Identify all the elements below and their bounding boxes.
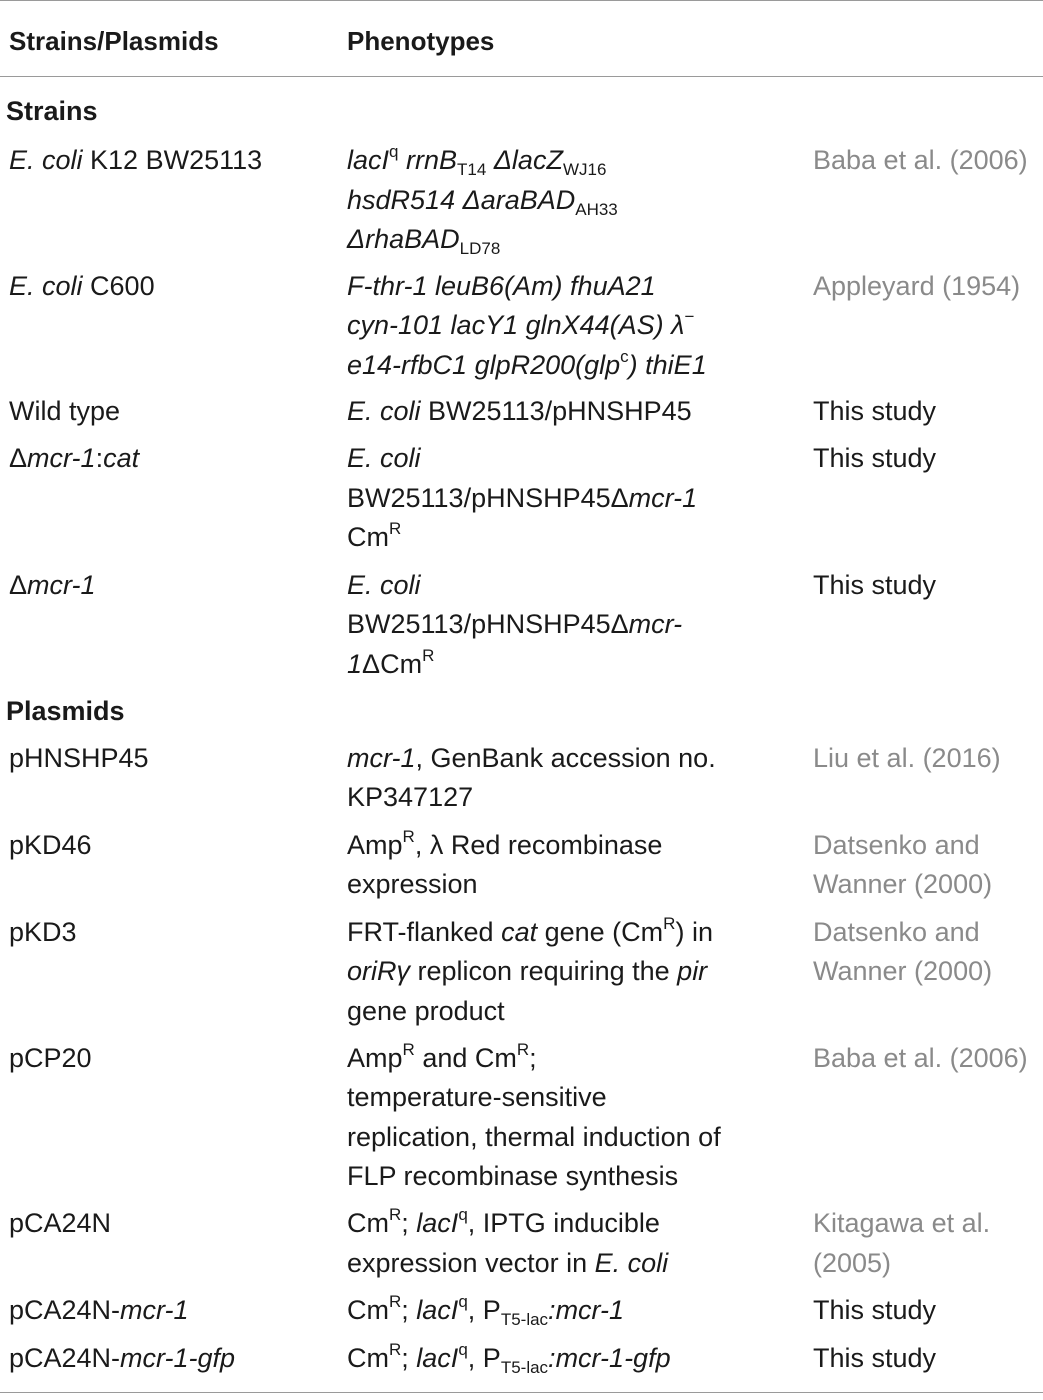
section-strains: Strains xyxy=(6,96,98,126)
reference: Datsenko and xyxy=(813,917,980,947)
phenotype-line: 1ΔCm$^R$ xyxy=(347,646,435,679)
reference: Wanner (2000) xyxy=(813,869,993,899)
phenotype-line: Amp$^R$ and $Cm^R$; xyxy=(347,1040,537,1073)
plasmid-name: pHNSHP45 xyxy=(9,743,149,773)
reference: This study xyxy=(813,1343,937,1373)
phenotype-line: $Cm^R$; lacI$^q$, $P_{T5-lac}:mcr-1$ xyxy=(347,1292,625,1329)
reference: Baba et al. (2006) xyxy=(813,1043,1028,1073)
reference: Baba et al. (2006) xyxy=(813,145,1028,175)
bottom-rule xyxy=(0,1392,1043,1393)
reference: Liu et al. (2016) xyxy=(813,743,1001,773)
phenotype-line: expression xyxy=(347,869,478,899)
phenotype-line: F-thr-1 leuB6(Am) fhuA21 xyxy=(347,271,656,301)
phenotype-line: E. coli BW25113/pHNSHP45 xyxy=(347,396,692,426)
top-rule xyxy=(0,0,1043,1)
plasmid-name: pCP20 xyxy=(9,1043,92,1073)
phenotype-line: ΔrhaBAD$_{LD78}$ xyxy=(347,224,501,258)
section-plasmids: Plasmids xyxy=(6,696,125,726)
phenotype-line: $Cm^R$; lacI$^q$, $P_{T5-lac}:mcr-1$-gfp xyxy=(347,1340,671,1377)
phenotype-line: expression vector in E. coli xyxy=(347,1248,669,1278)
header-phenotypes: Phenotypes xyxy=(347,26,495,56)
phenotype-line: FLP recombinase synthesis xyxy=(347,1161,679,1191)
phenotype-line: BW25113/pHNSHP45Δmcr-1 xyxy=(347,483,698,513)
plasmid-name: pCA24N-mcr-1-gfp xyxy=(9,1343,236,1373)
strain-name: Δmcr-1 xyxy=(9,570,96,600)
phenotype-line: cyn-101 lacY1 glnX44(AS) λ− xyxy=(347,307,695,340)
reference: (2005) xyxy=(813,1248,892,1278)
phenotype-line: mcr-1, GenBank accession no. xyxy=(347,743,716,773)
phenotype-line: BW25113/pHNSHP45Δmcr- xyxy=(347,609,683,639)
reference: This study xyxy=(813,396,937,426)
phenotype-line: E. coli xyxy=(347,570,421,600)
plasmid-name: pKD46 xyxy=(9,830,92,860)
phenotype-line: Amp$^R$, λ Red recombinase xyxy=(347,827,663,860)
strain-name: E. coli C600 xyxy=(9,271,155,301)
phenotype-line: E. coli xyxy=(347,443,421,473)
phenotype-line: temperature-sensitive xyxy=(347,1082,607,1112)
phenotype-line: hsdR514 ΔaraBAD$_{AH33}$ xyxy=(347,185,618,219)
reference: This study xyxy=(813,1295,937,1325)
phenotype-line: $Cm^R$ xyxy=(347,519,402,552)
strain-name: Δmcr-1:cat xyxy=(9,443,140,473)
phenotype-line: e14-rfbC1 glpR200(glp$^c$) thiE1 xyxy=(347,347,707,380)
phenotype-line: oriRγ replicon requiring the pir xyxy=(347,956,708,986)
reference: Kitagawa et al. xyxy=(813,1208,991,1238)
reference: Appleyard (1954) xyxy=(813,271,1021,301)
header-rule xyxy=(0,76,1043,77)
strain-name: E. coli K12 BW25113 xyxy=(9,145,263,175)
phenotype-line: lacI$^q$ rrnB$_{T14}$ ΔlacZ$_{WJ16}$ xyxy=(347,142,607,179)
plasmid-name: pCA24N-mcr-1 xyxy=(9,1295,189,1325)
strain-name: Wild type xyxy=(9,396,121,426)
reference: This study xyxy=(813,443,937,473)
reference: This study xyxy=(813,570,937,600)
phenotype-line: gene product xyxy=(347,996,505,1026)
phenotype-line: KP347127 xyxy=(347,782,474,812)
phenotype-line: FRT-flanked cat gene $(Cm^R)$ in xyxy=(347,914,713,947)
phenotype-line: $Cm^R$; lacI$^q$, IPTG inducible xyxy=(347,1205,660,1238)
plasmid-name: pKD3 xyxy=(9,917,77,947)
reference: Datsenko and xyxy=(813,830,980,860)
plasmid-name: pCA24N xyxy=(9,1208,112,1238)
reference: Wanner (2000) xyxy=(813,956,993,986)
header-strains-plasmids: Strains/Plasmids xyxy=(9,26,219,56)
phenotype-line: replication, thermal induction of xyxy=(347,1122,721,1152)
